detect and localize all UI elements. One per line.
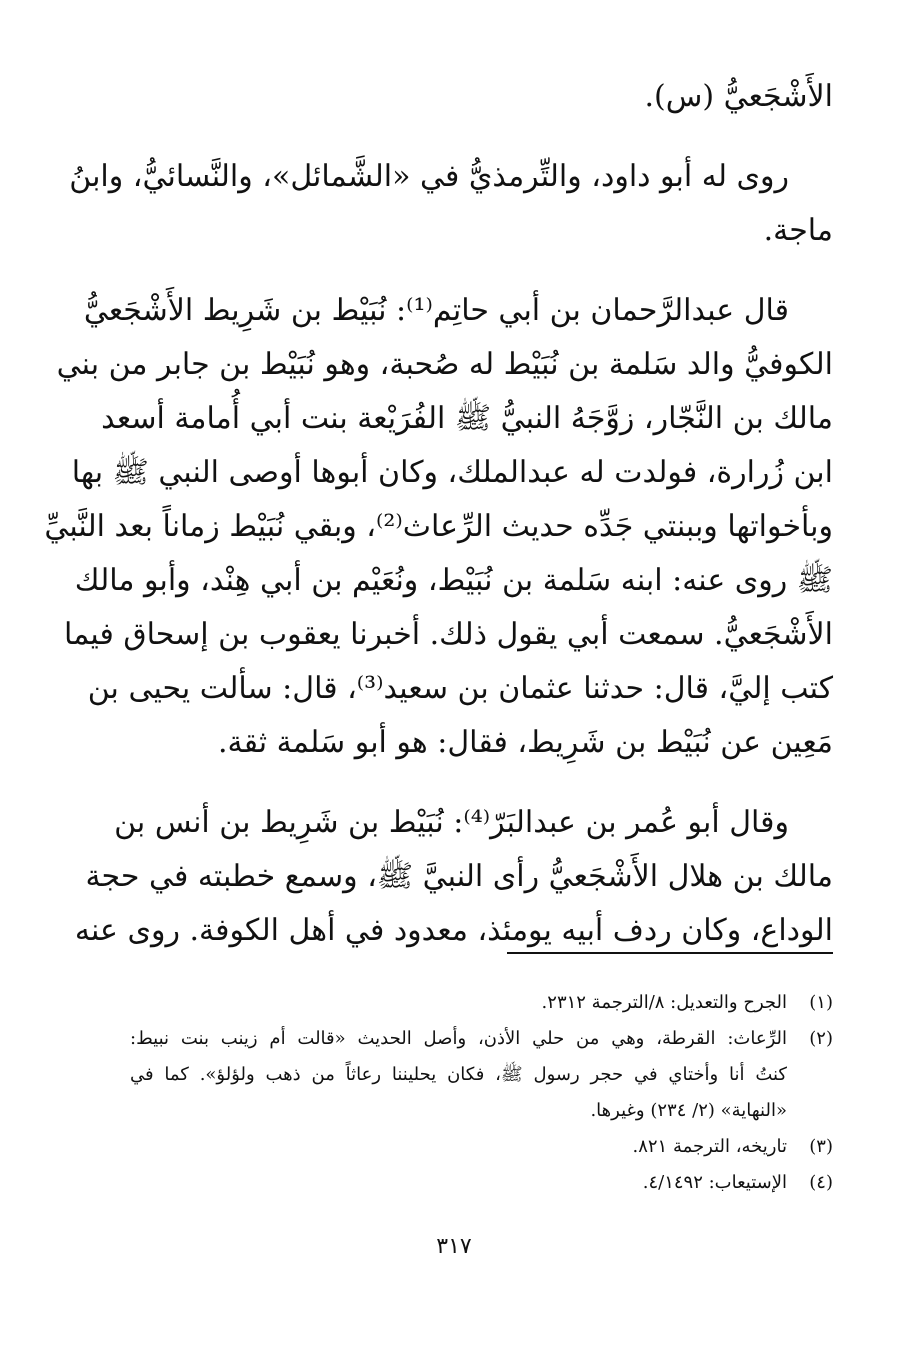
text-line: وبأخواتها وببنتي جَدِّه حديث الرِّعاث⁽²⁾، وبقي نُبَيْط زماناً بعد النَّبيِّ bbox=[44, 509, 833, 544]
footnote-number: (١) bbox=[809, 992, 833, 1013]
text-line: الأَشْجَعيُّ. سمعت أبي يقول ذلك. أخبرنا يعقوب بن إسحاق فيما bbox=[63, 617, 833, 652]
footnote-line: الرِّعاث: القرطة، وهي من حلي الأذن، وأصل الحديث «قالت أم زينب بنت نبيط: bbox=[130, 1028, 787, 1049]
footnote-divider bbox=[507, 952, 833, 954]
footnote-number: (٤) bbox=[809, 1172, 833, 1193]
paragraph-2 bbox=[44, 284, 833, 770]
footnote-4 bbox=[130, 1165, 833, 1201]
text-line: ابن زُرارة، فولدت له عبدالملك، وكان أبوها أوصى النبي ﷺ بها bbox=[71, 455, 833, 490]
text-line: ماجة. bbox=[763, 213, 833, 248]
text-line: قال عبدالرَّحمان بن أبي حاتِم⁽¹⁾: نُبَيْط بن شَرِيط الأَشْجَعيُّ bbox=[83, 293, 789, 328]
text-line: وقال أبو عُمر بن عبدالبَرّ⁽⁴⁾: نُبَيْط بن شَرِيط بن أنس بن bbox=[114, 805, 789, 840]
page-number: ٣١٧ bbox=[436, 1234, 472, 1259]
text-line: روى له أبو داود، والتِّرمذيُّ في «الشَّمائل»، والنَّسائيُّ، وابنُ bbox=[69, 159, 789, 194]
main-text bbox=[44, 70, 833, 958]
footnote-line: الجرح والتعديل: ٨/الترجمة ٢٣١٢. bbox=[541, 992, 787, 1013]
text-line: ﷺ روى عنه: ابنه سَلمة بن نُبَيْط، ونُعَيْم بن أبي هِنْد، وأبو مالك bbox=[74, 563, 833, 598]
footnote-line: «النهاية» (٢/ ٢٣٤) وغيرها. bbox=[590, 1100, 787, 1121]
footnote-number: (٣) bbox=[809, 1136, 833, 1157]
text-line: مَعِين عن نُبَيْط بن شَرِيط، فقال: هو أبو سَلمة ثقة. bbox=[217, 725, 833, 760]
footnotes bbox=[130, 985, 833, 1201]
text-line: الوداع، وكان ردف أبيه يومئذ، معدود في أهل الكوفة. روى عنه bbox=[74, 913, 833, 948]
footnote-line: كنتُ أنا وأختاي في حجر رسول ﷺ، فكان يحليننا رعاثاً من ذهب ولؤلؤ». كما في bbox=[130, 1064, 787, 1085]
footnote-line: تاريخه، الترجمة ٨٢١. bbox=[632, 1136, 787, 1157]
footnote-number: (٢) bbox=[809, 1028, 833, 1049]
paragraph-3 bbox=[74, 796, 833, 958]
footnote-2 bbox=[130, 1021, 833, 1129]
paragraph-1 bbox=[69, 150, 833, 258]
text-line: مالك بن النَّجّار، زوَّجَهُ النبيُّ ﷺ الفُرَيْعة بنت أبي أُمامة أسعد bbox=[101, 401, 833, 436]
footnote-line: الإستيعاب: ٤/١٤٩٢. bbox=[642, 1172, 787, 1193]
text-line: كتب إليَّ، قال: حدثنا عثمان بن سعيد⁽³⁾، قال: سألت يحيى بن bbox=[87, 671, 833, 706]
heading-line: الأَشْجَعيُّ (س). bbox=[644, 79, 833, 114]
footnote-1 bbox=[130, 985, 833, 1021]
text-line: مالك بن هلال الأَشْجَعيُّ رأى النبيَّ ﷺ، وسمع خطبته في حجة bbox=[85, 859, 833, 894]
text-line: الكوفيُّ والد سَلمة بن نُبَيْط له صُحبة، وهو نُبَيْط بن جابر من بني bbox=[56, 347, 833, 382]
footnote-3 bbox=[130, 1129, 833, 1165]
